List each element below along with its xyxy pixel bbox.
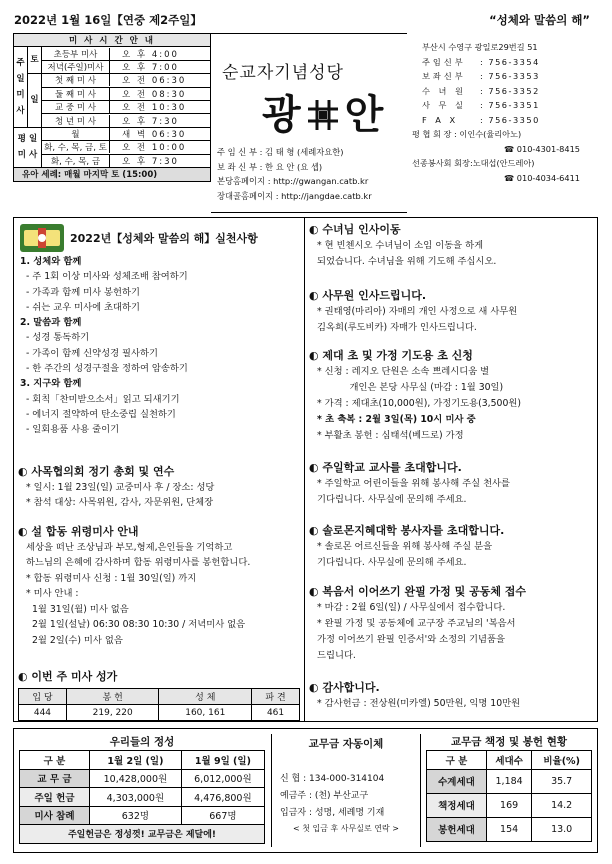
sung-value: 461 (252, 705, 300, 721)
practice-item: 3. 지구와 함께 (20, 378, 82, 390)
notice-title: ◐ 수녀님 인사이동 (309, 223, 401, 236)
mass-name: 화, 수, 목, 금, 토 (42, 141, 110, 153)
mass-name: 둘 째 미 사 (42, 88, 110, 100)
notice-line: * 감사헌금 : 전상원(미카엘) 50만원, 익명 10만원 (317, 698, 521, 709)
homepage-link[interactable]: 본당홈페이지 : http://gwangan.catb.kr (217, 176, 369, 186)
stats-cell: 6,012,000원 (181, 769, 264, 788)
stats-footer: 주일헌금은 정성껏! 교무금은 제달에! (20, 825, 265, 844)
mass-name: 월 (42, 128, 110, 140)
transfer-note: < 첫 입금 후 사무실로 연락 > (293, 824, 399, 833)
selection-phone: ☎ 010-4034-6411 (504, 172, 581, 183)
notice-title: ◐ 감사합니다. (309, 681, 380, 694)
bulletin-date: 2022년 1월 16일【연중 제2주일】 (14, 13, 202, 27)
notice-6 (309, 584, 526, 664)
mass-time: 오 후 7:30 (122, 156, 179, 167)
pledge-title: 교무금 책정 및 봉헌 현황 (450, 736, 568, 748)
mass-name: 첫 째 미 사 (42, 74, 110, 86)
notice-line: 드립니다. (317, 650, 356, 661)
contact-value: : 756-3354 (480, 56, 540, 67)
bible-icon (20, 224, 64, 252)
practice-item: - 주 1회 이상 미사와 성체조배 참여하기 (26, 271, 188, 283)
stats-title: 우리들의 정성 (109, 736, 175, 748)
notice-line: * 권태영(마리아) 자매의 개인 사정으로 새 사무원 (317, 306, 518, 317)
notice-title: ◐ 주일학교 교사를 초대합니다. (309, 461, 462, 474)
mass-name: 초등부 미사 (42, 48, 110, 60)
contact-label: 사 무 실 (422, 100, 466, 110)
bottom-content (13, 728, 598, 853)
pledge-cell: 169 (486, 793, 531, 817)
practice-item: - 한 주간의 성경구절을 정하여 암송하기 (26, 363, 188, 375)
notice-title: ◐ 사무원 인사드립니다. (309, 289, 427, 302)
lunar-line: * 합동 위령미사 신청 : 1월 30일(일) 까지 (26, 572, 197, 584)
weekday-mass-label: 평 일 미 사 (14, 127, 42, 167)
right-column (305, 217, 598, 722)
mass-schedule-caption: 미 사 시 간 안 내 (14, 34, 211, 47)
stats-table (19, 750, 265, 844)
sung-header: 파 견 (252, 689, 300, 705)
practice-list (20, 254, 258, 438)
notice-2 (309, 288, 517, 336)
transfer-line: 신 협 : 134-000-314104 (280, 774, 385, 784)
notice-line: * 부활초 봉헌 : 심태석(베드로) 가정 (317, 430, 464, 441)
lunar-line: 세상을 떠난 조상님과 부모,형제,은인들을 기억하고 (26, 541, 233, 553)
saturday-label: 토 (28, 47, 42, 74)
council-line: * 일시: 1월 23일(일) 교중미사 후 / 장소: 성당 (26, 481, 215, 493)
practice-item: - 가족과 함께 미사 봉헌하기 (26, 286, 140, 298)
lunar-line: 하느님의 은혜에 감사하며 합동 위령미사를 봉헌합니다. (26, 557, 251, 568)
mass-name: 화, 수, 목, 금 (42, 155, 110, 167)
pledge-row-label: 봉헌세대 (427, 817, 487, 841)
contact-value: : 756-3352 (480, 85, 540, 96)
notice-line: * 주일학교 어린이들을 위해 봉사해 주실 천사를 (317, 478, 511, 489)
sunday-label: 일 (28, 74, 42, 128)
mass-time: 오 후 4:00 (122, 49, 179, 60)
stats-cell: 4,476,800원 (181, 788, 264, 807)
mass-time: 새 벽 06:30 (122, 129, 187, 140)
mass-time: 오 후 7:30 (122, 116, 179, 127)
pledge-table (426, 750, 592, 842)
stats-cell: 4,303,000원 (90, 788, 182, 807)
notice-line: * 가격 : 제대초(10,000원), 가정기도용(3,500원) (317, 398, 521, 409)
notice-title: ◐ 복음서 이어쓰기 완필 가정 및 공동체 접수 (309, 585, 527, 598)
contact-label: 보좌신부 (422, 71, 466, 81)
address: 부산시 수영구 광일로29번길 51 (422, 42, 538, 52)
homepage-link[interactable]: 장대골홈페이지 : http://jangdae.catb.kr (217, 190, 372, 201)
mass-time: 오 전 10:30 (122, 103, 187, 114)
council-chair: 평 협 회 장 : 이인수(율리아노) (412, 129, 522, 139)
lunar-line: * 미사 안내 : (26, 588, 79, 599)
practice-item: - 성경 통독하기 (26, 332, 90, 344)
sung-section (18, 668, 300, 721)
practice-item: - 회칙「찬미받으소서」읽고 되새기기 (26, 393, 180, 405)
stats-header: 1월 2일 (일) (90, 751, 182, 770)
contact-row (412, 98, 602, 113)
practice-item: 2. 말씀과 함께 (20, 317, 82, 329)
sung-header: 성 체 (159, 689, 252, 705)
notice-line: * 현 빈첸시오 수녀님이 소임 이동을 하게 (317, 240, 484, 251)
sung-table (18, 688, 300, 721)
practice-title: 2022년【성체와 말씀의 해】실천사항 (70, 232, 258, 245)
mass-name: 저녁(주일)미사 (42, 61, 110, 73)
notice-line: * 완필 가정 및 공동체에 교구장 주교님의 '복음서 (317, 618, 516, 629)
notice-title: ◐ 솔로몬지혜대학 봉사자를 초대합니다. (309, 524, 505, 537)
bulletin-motto: “성체와 말씀의 해” (489, 13, 590, 27)
church-name: 순교자기념성당 (222, 63, 344, 83)
pledge-header: 세대수 (486, 751, 531, 770)
notice-line: * 마감 : 2월 6일(일) / 사무실에서 접수합니다. (317, 602, 506, 613)
church-big-left: 광 (262, 91, 301, 138)
contact-value: : 756-3353 (480, 71, 540, 81)
sung-value: 160, 161 (159, 705, 252, 721)
sung-value: 219, 220 (66, 705, 159, 721)
offering-stats (19, 734, 265, 844)
notice-4 (309, 460, 510, 508)
staff-line: 보 좌 신 부 : 한 요 안 (요 셉) (217, 161, 323, 172)
council-line: * 참석 대상: 사목위원, 감사, 자문위원, 단체장 (26, 497, 214, 508)
church-big-name (262, 83, 383, 140)
stats-row-label: 미사 참례 (20, 806, 90, 825)
notice-5 (309, 523, 504, 571)
mass-time: 오 전 10:00 (122, 143, 187, 154)
transfer-line: 입금자 : 성명, 세례명 기재 (280, 808, 385, 818)
practice-section (20, 224, 258, 438)
mass-schedule (13, 33, 211, 213)
mass-time: 오 후 7:00 (122, 62, 179, 73)
contact-row (412, 84, 602, 99)
lunar-line: 1월 31일(월) 미사 없음 (32, 603, 129, 615)
sung-header: 입 당 (19, 689, 67, 705)
auto-transfer (271, 734, 421, 847)
church-logo-icon (305, 96, 341, 132)
pledge-cell: 154 (486, 817, 531, 841)
notice-line: * 신청 : 레지오 단원은 소속 쁘레시디움 별 (317, 366, 490, 377)
pledge-cell: 1,184 (486, 769, 531, 793)
staff-line: 주 임 신 부 : 김 태 형 (세례자요한) (217, 147, 344, 157)
stats-cell: 632명 (90, 806, 182, 825)
lunar-line: 2월 2일(수) 미사 없음 (32, 634, 123, 646)
practice-item: - 일회용품 사용 줄이기 (26, 424, 120, 436)
council-section (18, 464, 214, 511)
notice-7 (309, 680, 520, 712)
church-big-right: 안 (344, 91, 384, 138)
contact-label: F A X (422, 114, 459, 125)
mass-time: 오 전 06:30 (122, 76, 187, 87)
notice-line: * 초 축복 : 2월 3일(목) 10시 미사 중 (317, 414, 476, 425)
pledge-row-label: 책정세대 (427, 793, 487, 817)
notice-line: 기다립니다. 사무실에 문의해 주세요. (317, 557, 467, 568)
lunar-section (18, 524, 250, 648)
notice-line: 되었습니다. 수녀님을 위해 기도해 주십시오. (317, 256, 497, 267)
notice-line: 가정 이어쓰기 완필 인증서'와 소정의 기념품을 (317, 634, 505, 645)
practice-item: - 쉬는 교우 미사에 초대하기 (26, 301, 140, 313)
stats-cell: 10,428,000원 (90, 769, 182, 788)
stats-header: 구 분 (20, 751, 90, 770)
stats-header: 1월 9일 (일) (181, 751, 264, 770)
pledge-cell: 13.0 (532, 817, 592, 841)
notice-line: 기다립니다. 사무실에 문의해 주세요. (317, 494, 467, 505)
lunar-line: 2월 1일(설날) 06:30 08:30 10:30 / 저녁미사 없음 (32, 619, 246, 630)
pledge-header: 비율(%) (532, 751, 592, 770)
contact-row (412, 113, 602, 128)
sung-title: ◐ 이번 주 미사 성가 (18, 670, 118, 683)
practice-item: 1. 성체와 함께 (20, 256, 82, 267)
contact-info (412, 40, 602, 185)
practice-item: - 가족이 함께 신약성경 필사하기 (26, 347, 158, 359)
mass-name: 청 년 미 사 (42, 115, 110, 127)
pledge-status (426, 734, 592, 842)
notice-line: * 솔로몬 어르신들을 위해 봉사해 주실 분을 (317, 541, 493, 552)
contact-label: 수 녀 원 (422, 85, 466, 96)
stats-row-label: 교 무 금 (20, 769, 90, 788)
pledge-cell: 35.7 (532, 769, 592, 793)
notice-line: 개인은 본당 사무실 (마감 : 1월 30일) (317, 382, 504, 393)
lunar-title: ◐ 설 합동 위령미사 안내 (18, 525, 139, 538)
mass-name: 교 중 미 사 (42, 101, 110, 113)
contact-row (412, 69, 602, 84)
sung-header: 봉 헌 (66, 689, 159, 705)
notice-1 (309, 222, 496, 270)
pledge-header: 구 분 (427, 751, 487, 770)
council-phone: ☎ 010-4301-8415 (504, 143, 581, 154)
selection-chair: 선종봉사회 회장:노대섭(안드레아) (412, 158, 535, 168)
council-title: ◐ 사목협의회 정기 총회 및 연수 (18, 465, 175, 478)
notice-3 (309, 348, 521, 444)
transfer-line: 예금주 : (천) 부산교구 (280, 791, 369, 801)
mass-time: 오 전 08:30 (122, 89, 187, 100)
practice-item: - 에너지 절약하여 탄소중립 실천하기 (26, 408, 176, 420)
contact-label: 주임신부 (422, 56, 466, 67)
pledge-row-label: 수계세대 (427, 769, 487, 793)
stats-row-label: 주일 헌금 (20, 788, 90, 807)
contact-value: : 756-3351 (480, 100, 540, 110)
pledge-cell: 14.2 (532, 793, 592, 817)
left-column (13, 217, 305, 722)
infant-baptism-note: 유아 세례: 매월 마지막 토 (15:00) (14, 167, 211, 181)
staff-list (217, 145, 372, 203)
contact-value: : 756-3350 (480, 114, 540, 125)
transfer-title: 교무금 자동이체 (308, 738, 384, 750)
contact-row (412, 55, 602, 70)
sunday-mass-label: 주 일 미 사 (14, 47, 28, 127)
sung-value: 444 (19, 705, 67, 721)
notice-title: ◐ 제대 초 및 가정 기도용 초 신청 (309, 349, 473, 362)
stats-cell: 667명 (181, 806, 264, 825)
notice-line: 김옥희(루도비카) 자매가 인사드립니다. (317, 322, 477, 333)
